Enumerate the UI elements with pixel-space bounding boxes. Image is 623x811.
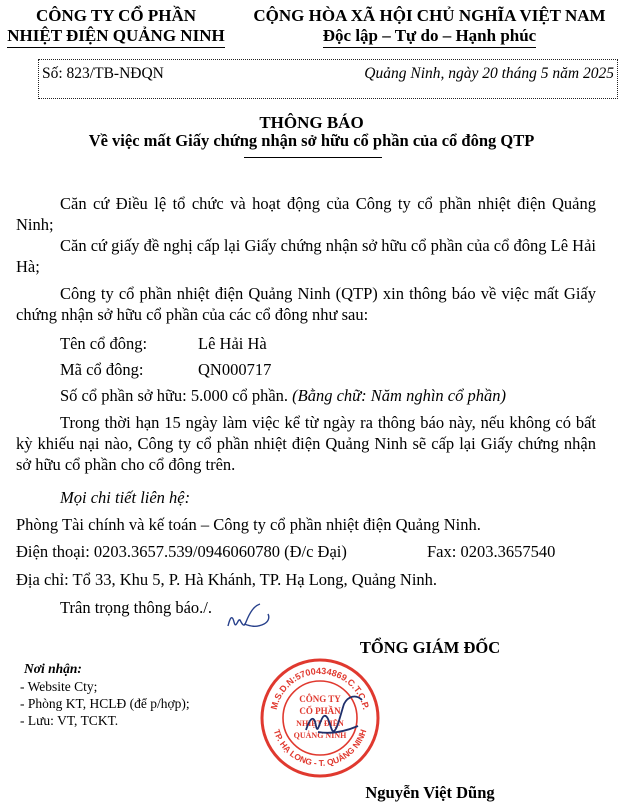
subtitle-underline	[244, 157, 382, 158]
basis-paragraph-2: Căn cứ giấy đề nghị cấp lại Giấy chứng nhận sở hữu cổ phần của cổ đông Lê Hải Hà;	[16, 236, 596, 276]
contact-phone: Điện thoại: 0203.3657.539/0946060780 (Đ/c Đại)	[16, 542, 347, 561]
document-subtitle: Về việc mất Giấy chứng nhận sở hữu cổ phần của cổ đông QTP	[88, 131, 535, 150]
contact-fax: Fax: 0203.3657540	[427, 542, 556, 561]
contact-address: Địa chỉ: Tổ 33, Khu 5, P. Hà Khánh, TP. Hạ Long, Quảng Ninh.	[16, 570, 438, 589]
shares-owned-text: Số cổ phần sở hữu: 5.000 cổ phần.	[60, 386, 289, 405]
seal-center-line: CỔ PHẦN	[299, 706, 341, 716]
company-name-block	[0, 6, 232, 48]
closing-remark: Trân trọng thông báo./.	[60, 598, 213, 617]
contact-department: Phòng Tài chính và kế toán – Công ty cổ phần nhiệt điện Quảng Ninh.	[16, 515, 481, 534]
republic-name: CỘNG HÒA XÃ HỘI CHỦ NGHĨA VIỆT NAM	[253, 6, 606, 25]
seal-center-line: NHIỆT ĐIỆN	[296, 719, 344, 728]
national-motto: Độc lập – Tự do – Hạnh phúc	[323, 26, 536, 48]
place-and-date: Quảng Ninh, ngày 20 tháng 5 năm 2025	[364, 65, 614, 82]
national-header-block	[236, 6, 623, 48]
seal-ring-text: M.S.D.N:5700434869.C.T.C.P.	[268, 665, 372, 711]
announcement-paragraph: Công ty cổ phần nhiệt điện Quảng Ninh (QTP) xin thông báo về việc mất Giấy chứng nhận sở hữu cổ phần của các cổ đông như sau:	[16, 284, 596, 324]
shareholder-name: Lê Hải Hà	[198, 334, 267, 353]
signer-position: TỔNG GIÁM ĐỐC	[359, 638, 501, 657]
shareholder-code-label: Mã cổ đông:	[60, 360, 144, 379]
recipient-item: - Lưu: VT, TCKT.	[20, 713, 119, 728]
company-name-line1: CÔNG TY CỔ PHẦN	[35, 6, 197, 25]
shares-owned	[60, 385, 506, 406]
initials-signature	[224, 600, 274, 636]
document-number: Số: 823/TB-NĐQN	[42, 65, 164, 82]
shareholder-name-label: Tên cổ đông:	[60, 334, 148, 353]
contact-intro: Mọi chi tiết liên hệ:	[60, 488, 191, 507]
signer-name: Nguyễn Việt Dũng	[365, 783, 495, 802]
seal-center-line: CÔNG TY	[299, 694, 341, 704]
document-title: THÔNG BÁO	[259, 113, 364, 132]
basis-paragraph-1: Căn cứ Điều lệ tổ chức và hoạt động của Công ty cổ phần nhiệt điện Quảng Ninh;	[16, 194, 596, 234]
company-seal-icon	[258, 656, 382, 780]
company-name-line2: NHIỆT ĐIỆN QUẢNG NINH	[7, 26, 224, 48]
recipient-item: - Phòng KT, HCLĐ (để p/hợp);	[20, 696, 190, 711]
shares-in-words: (Bằng chữ: Năm nghìn cổ phần)	[292, 386, 506, 405]
complaint-period-paragraph: Trong thời hạn 15 ngày làm việc kể từ ngày ra thông báo này, nếu không có bất kỳ khiếu nại nào, Công ty cổ phần nhiệt điện Quảng Ninh sẽ cấp lại Giấy chứng nhận sở hữu cổ phần cho cổ đông trên.	[16, 413, 596, 474]
shareholder-code: QN000717	[198, 360, 272, 379]
seal-ring-text-bottom: TP. HẠ LONG - T. QUẢNG NINH	[271, 727, 369, 769]
recipient-item: - Website Cty;	[20, 679, 98, 694]
seal-center-line: QUẢNG NINH	[293, 731, 347, 740]
recipients-label: Nơi nhận:	[24, 661, 82, 676]
